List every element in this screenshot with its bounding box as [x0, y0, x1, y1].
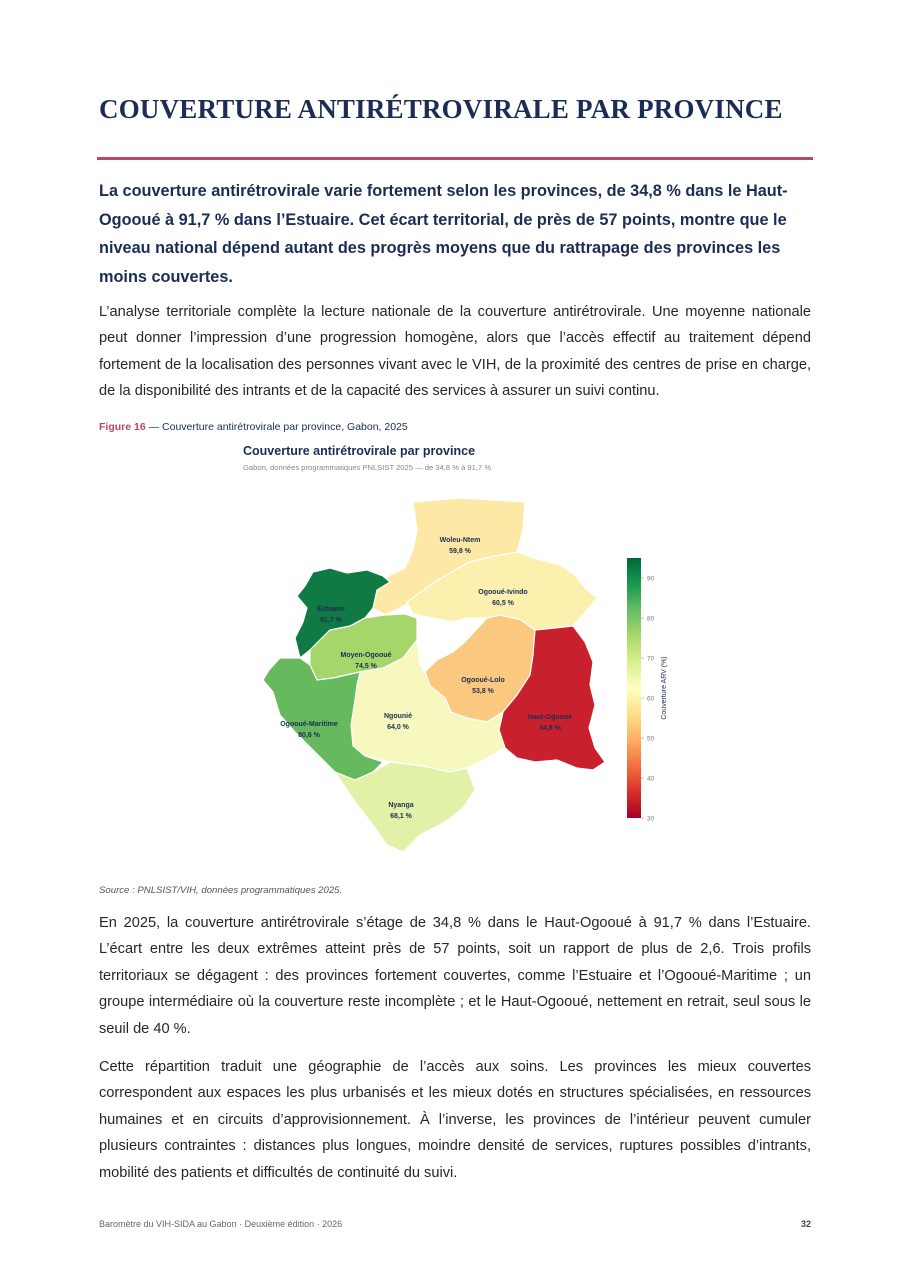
label-ogooue-lolo-name: Ogooué-Lolo: [461, 677, 505, 684]
colorbar-tick-label: 50: [647, 735, 655, 743]
label-estuaire-name: Estuaire: [317, 606, 345, 613]
label-ngounie-value: 64,0 %: [387, 724, 409, 731]
label-woleu-ntem-name: Woleu-Ntem: [439, 537, 481, 544]
footer-text: Baromètre du VIH-SIDA au Gabon · Deuxième édition · 2026: [99, 1219, 343, 1229]
label-moyen-ogooue-value: 74,5 %: [355, 663, 377, 670]
colorbar-tick-label: 70: [647, 655, 655, 663]
page-number: 32: [800, 1219, 811, 1229]
figure-caption: [99, 421, 408, 433]
colorbar: [627, 558, 641, 818]
label-haut-ogooue-value: 34,8 %: [539, 725, 561, 732]
label-ogooue-ivindo-name: Ogooué-Ivindo: [478, 589, 528, 596]
label-ngounie-name: Ngounié: [384, 713, 412, 720]
colorbar-tick-label: 80: [647, 615, 655, 623]
figure-source: Source : PNLSIST/VIH, données programmatiques 2025.: [99, 885, 343, 896]
colorbar-tick-label: 90: [647, 575, 655, 583]
figure-caption-text: — Couverture antirétrovirale par province, Gabon, 2025: [145, 421, 408, 433]
colorbar-label: Couverture ARV (%): [661, 656, 668, 720]
colorbar-tick-label: 30: [647, 815, 655, 823]
colorbar-ticks: [641, 575, 655, 822]
label-nyanga-name: Nyanga: [388, 802, 414, 809]
label-ogooue-ivindo-value: 60,5 %: [492, 600, 514, 607]
figure-number: Figure 16: [99, 421, 146, 433]
figure-subtitle: Gabon, données programmatiques PNLSIST 2025 — de 34,8 % à 91,7 %: [243, 463, 492, 472]
body-paragraph-3: Cette répartition traduit une géographie de l’accès aux soins. Les provinces les mieux couvertes correspondent aux espaces les plus urbanisés et les mieux dotés en structures spécialisées, en ressources humaines et en circuits d’approvisionnement. À l’inverse, les provinces de l’intérieur peuvent cumuler plusieurs contraintes : distances plus longues, moindre densité de services, ruptures possibles d’intrants, mobilité des patients et difficultés de continuité du suivi.: [99, 1059, 811, 1181]
title-divider: [97, 157, 813, 160]
label-ogooue-maritime-value: 80,6 %: [298, 732, 320, 739]
province-choropleth-map: [255, 490, 675, 860]
label-haut-ogooue-name: Haut-Ogooué: [527, 714, 573, 721]
label-nyanga-value: 68,1 %: [390, 813, 412, 820]
figure-title: Couverture antirétrovirale par province: [243, 444, 476, 458]
label-moyen-ogooue-name: Moyen-Ogooué: [340, 652, 392, 659]
label-woleu-ntem-value: 59,8 %: [449, 548, 471, 555]
label-estuaire-value: 91,7 %: [320, 617, 342, 624]
page-title: COUVERTURE ANTIRÉTROVIRALE PAR PROVINCE: [99, 94, 783, 124]
body-paragraph-1: L’analyse territoriale complète la lecture nationale de la couverture antirétrovirale. Une moyenne nationale peut donner l’impression d’une progression homogène, alors que l’accès effectif au traitement dépend fortement de la localisation des personnes vivant avec le VIH, de la proximité des centres de prise en charge, de la disponibilité des intrants et de la capacité des services à assurer un suivi continu.: [99, 304, 811, 400]
colorbar-tick-label: 40: [647, 775, 655, 783]
colorbar-tick-label: 60: [647, 695, 655, 703]
label-ogooue-maritime-name: Ogooué-Maritime: [280, 721, 338, 728]
label-ogooue-lolo-value: 53,8 %: [472, 688, 494, 695]
body-paragraph-2: En 2025, la couverture antirétrovirale s’étage de 34,8 % dans le Haut-Ogooué à 91,7 % dans l’Estuaire. L’écart entre les deux extrêmes atteint près de 57 points, soit un rapport de plus de 2,6. Trois profils territoriaux se dégagent : des provinces fortement couvertes, comme l’Estuaire et l’Ogooué-Maritime ; un groupe intermédiaire où la couverture reste incomplète ; et le Haut-Ogooué, nettement en retrait, seul sous le seuil de 40 %.: [99, 915, 811, 1037]
lead-paragraph: La couverture antirétrovirale varie fortement selon les provinces, de 34,8 % dans le Haut-Ogooué à 91,7 % dans l’Estuaire. Cet écart territorial, de près de 57 points, montre que le niveau national dépend autant des progrès moyens que du rattrapage des provinces les moins couvertes.: [99, 182, 788, 286]
